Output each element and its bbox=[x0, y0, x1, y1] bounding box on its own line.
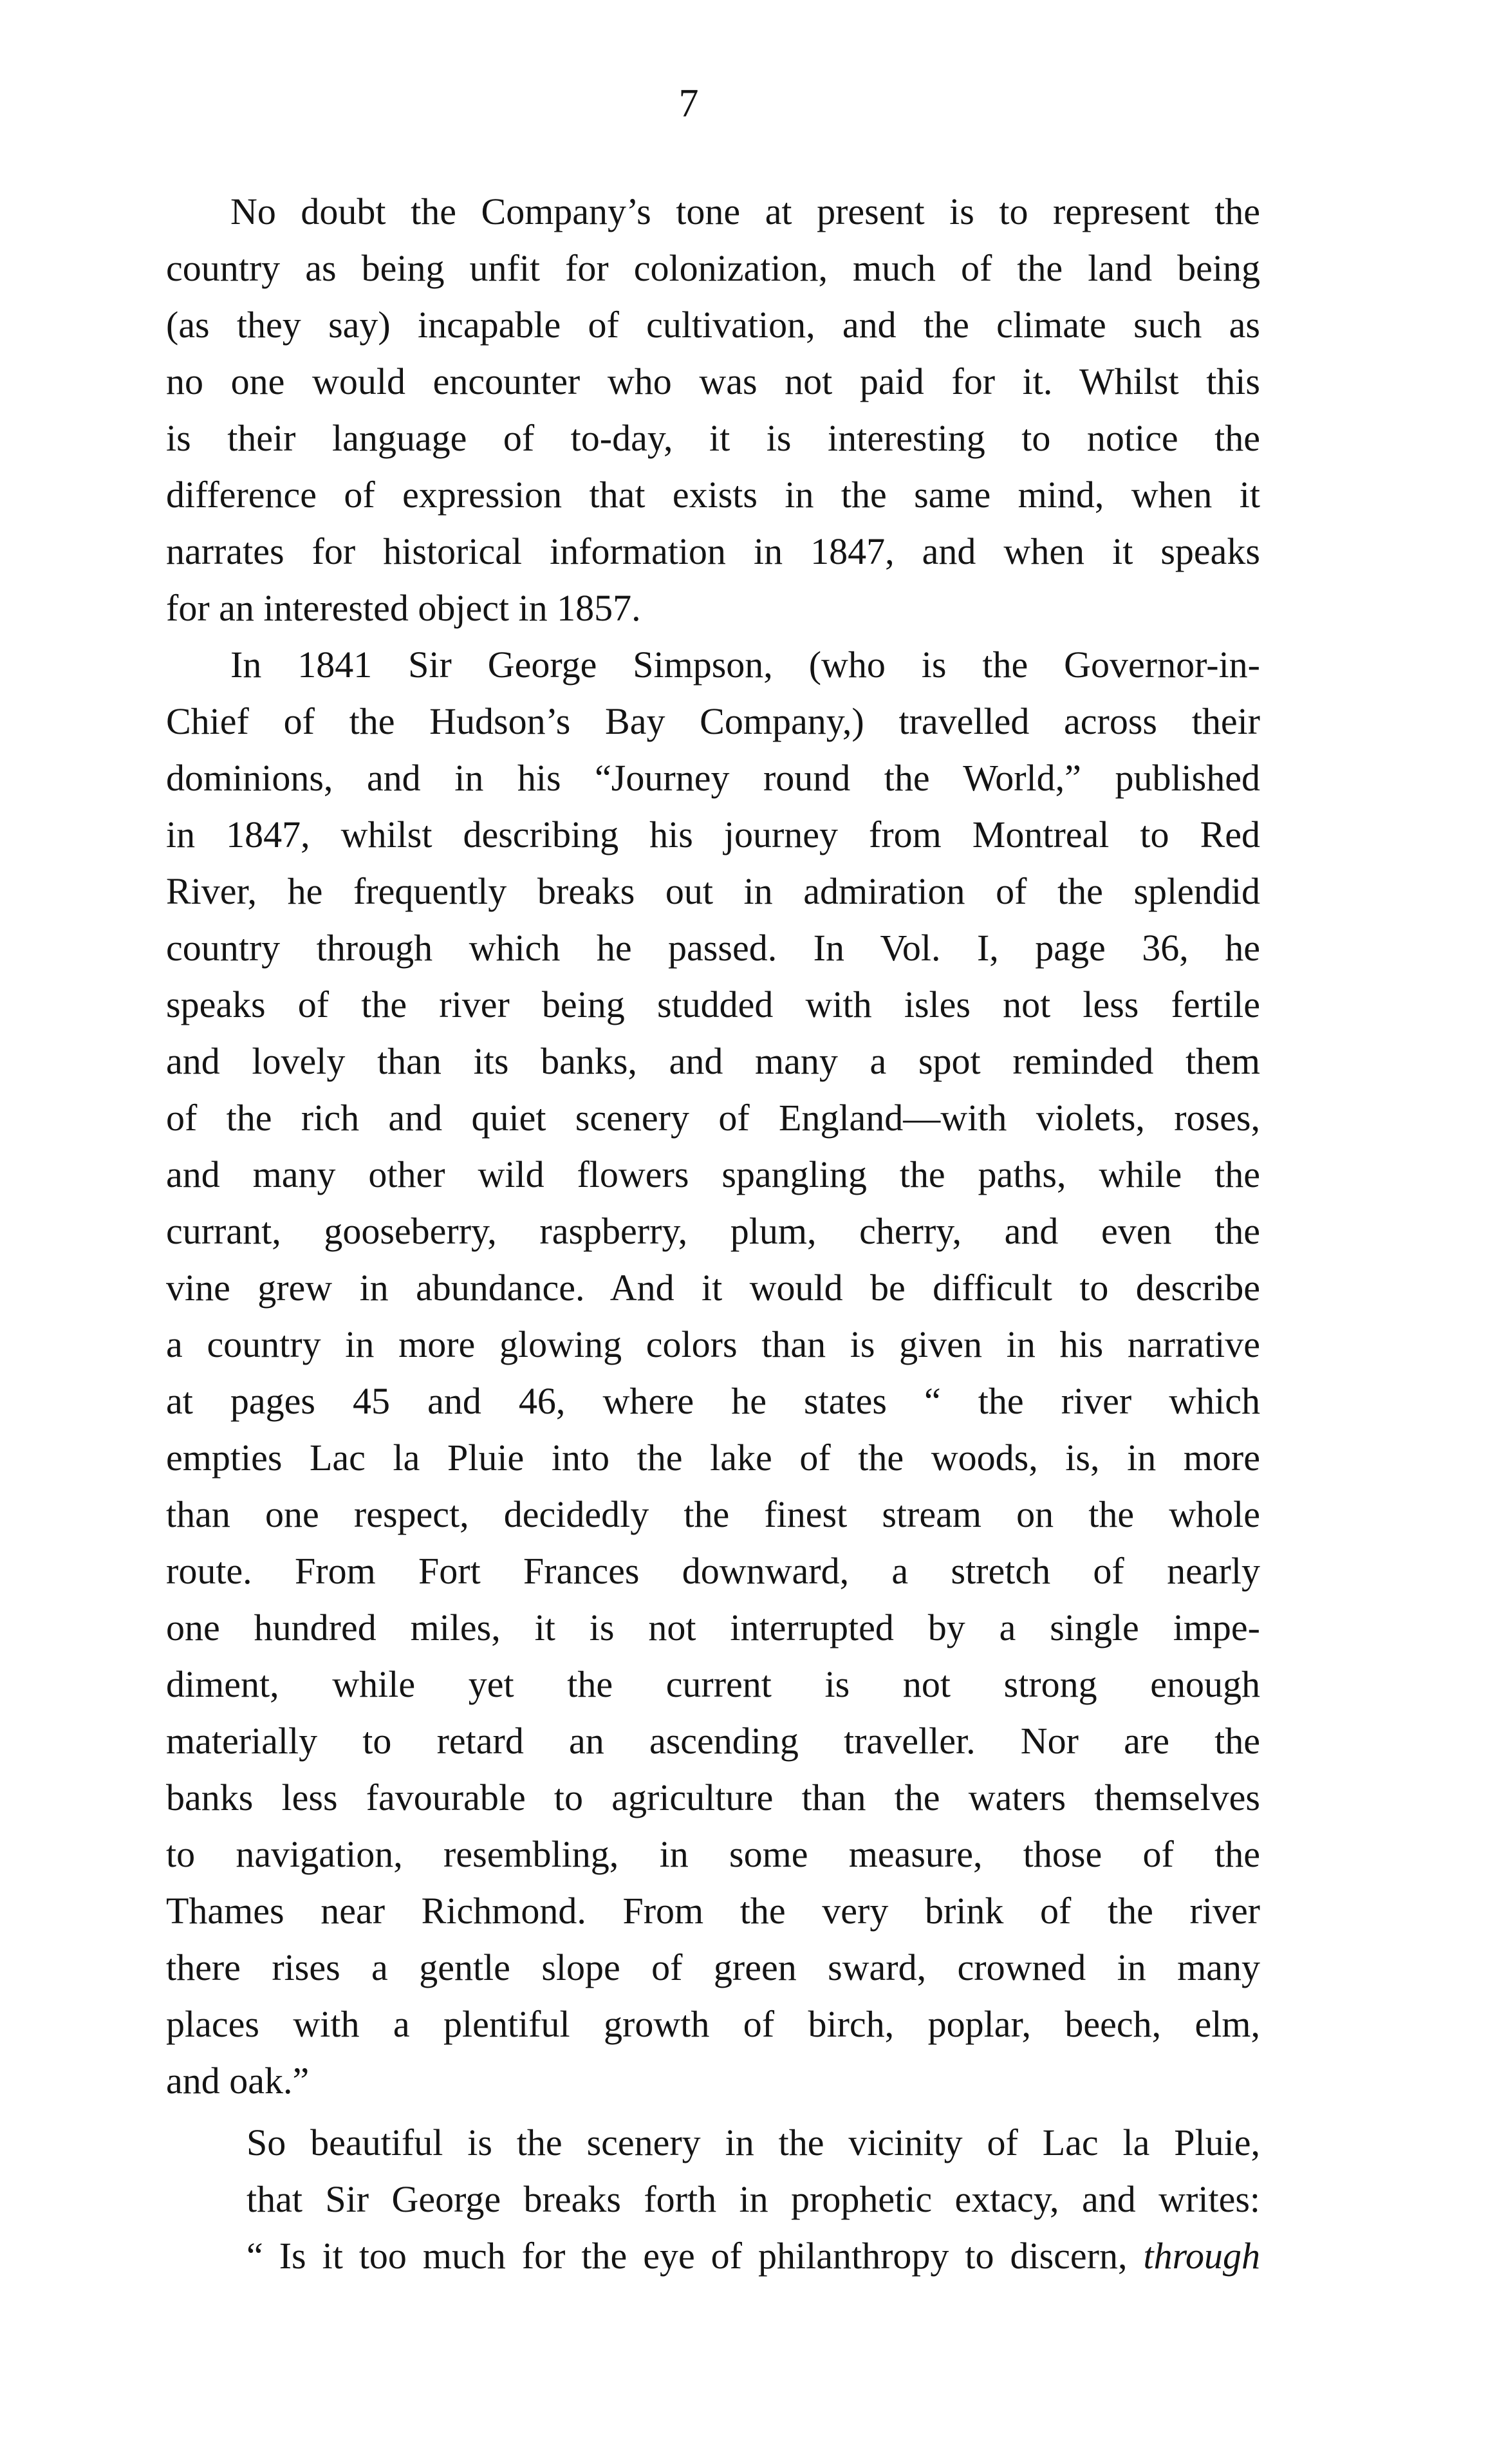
text-line: narrates for historical information in 1847, and when it speaks bbox=[166, 530, 1260, 572]
text-line: there rises a gentle slope of green sward, crowned in many bbox=[166, 1946, 1260, 1988]
text-line: to navigation, resembling, in some measure, those of the bbox=[166, 1833, 1260, 1875]
text-line: (as they say) incapable of cultivation, and the climate such as bbox=[166, 304, 1260, 346]
paragraph-simpson-journey bbox=[166, 637, 1260, 2109]
text-line: and lovely than its banks, and many a spot reminded them bbox=[166, 1040, 1260, 1082]
text-line: In 1841 Sir George Simpson, (who is the Governor-in- bbox=[230, 644, 1260, 686]
text-line: vine grew in abundance. And it would be difficult to describe bbox=[166, 1267, 1260, 1309]
text-line: speaks of the river being studded with isles not less fertile bbox=[166, 984, 1260, 1025]
paragraph-lac-la-pluie bbox=[166, 2114, 1260, 2284]
text-segment: “ Is it too much for the eye of philanthropy to discern, bbox=[246, 2235, 1128, 2277]
text-line-final bbox=[166, 2228, 1260, 2284]
text-line: a country in more glowing colors than is given in his narrative bbox=[166, 1323, 1260, 1365]
text-line: route. From Fort Frances downward, a stretch of nearly bbox=[166, 1550, 1260, 1592]
text-line: country through which he passed. In Vol. I, page 36, he bbox=[166, 927, 1260, 969]
text-line: currant, gooseberry, raspberry, plum, cherry, and even the bbox=[166, 1210, 1260, 1252]
paragraph-company-tone bbox=[166, 183, 1260, 637]
text-line: at pages 45 and 46, where he states “ the river which bbox=[166, 1380, 1260, 1422]
text-line: of the rich and quiet scenery of England—with violets, roses, bbox=[166, 1097, 1260, 1139]
text-line: than one respect, decidedly the finest stream on the whole bbox=[166, 1493, 1260, 1535]
text-line: diment, while yet the current is not strong enough bbox=[166, 1663, 1260, 1705]
text-line: for an interested object in 1857. bbox=[166, 587, 641, 629]
text-line: places with a plentiful growth of birch, poplar, beech, elm, bbox=[166, 2003, 1260, 2045]
text-line: country as being unfit for colonization, much of the land being bbox=[166, 247, 1260, 289]
text-line: No doubt the Company’s tone at present is to represent the bbox=[230, 191, 1260, 232]
text-line: difference of expression that exists in the same mind, when it bbox=[166, 474, 1260, 516]
text-line: Thames near Richmond. From the very brink of the river bbox=[166, 1890, 1260, 1932]
text-line: in 1847, whilst describing his journey from Montreal to Red bbox=[166, 814, 1260, 855]
text-line: and oak.” bbox=[166, 2060, 310, 2102]
text-line: So beautiful is the scenery in the vicinity of Lac la Pluie, bbox=[246, 2122, 1260, 2163]
text-line: one hundred miles, it is not interrupted by a single impe- bbox=[166, 1607, 1260, 1648]
page-number: 7 bbox=[678, 82, 699, 126]
text-line: River, he frequently breaks out in admiration of the splendid bbox=[166, 870, 1260, 912]
text-line: banks less favourable to agriculture than the waters themselves bbox=[166, 1777, 1260, 1818]
text-line: empties Lac la Pluie into the lake of the woods, is, in more bbox=[166, 1437, 1260, 1479]
italic-word: through bbox=[1143, 2235, 1261, 2277]
text-line: dominions, and in his “Journey round the World,” published bbox=[166, 757, 1260, 799]
body-text bbox=[166, 183, 1260, 2284]
text-line: Chief of the Hudson’s Bay Company,) travelled across their bbox=[166, 700, 1260, 742]
text-line: that Sir George breaks forth in prophetic extacy, and writes: bbox=[246, 2178, 1260, 2220]
text-line: and many other wild flowers spangling the paths, while the bbox=[166, 1153, 1260, 1195]
text-line: no one would encounter who was not paid for it. Whilst this bbox=[166, 360, 1260, 402]
text-line: materially to retard an ascending traveller. Nor are the bbox=[166, 1720, 1260, 1762]
text-line: is their language of to-day, it is interesting to notice the bbox=[166, 417, 1260, 459]
